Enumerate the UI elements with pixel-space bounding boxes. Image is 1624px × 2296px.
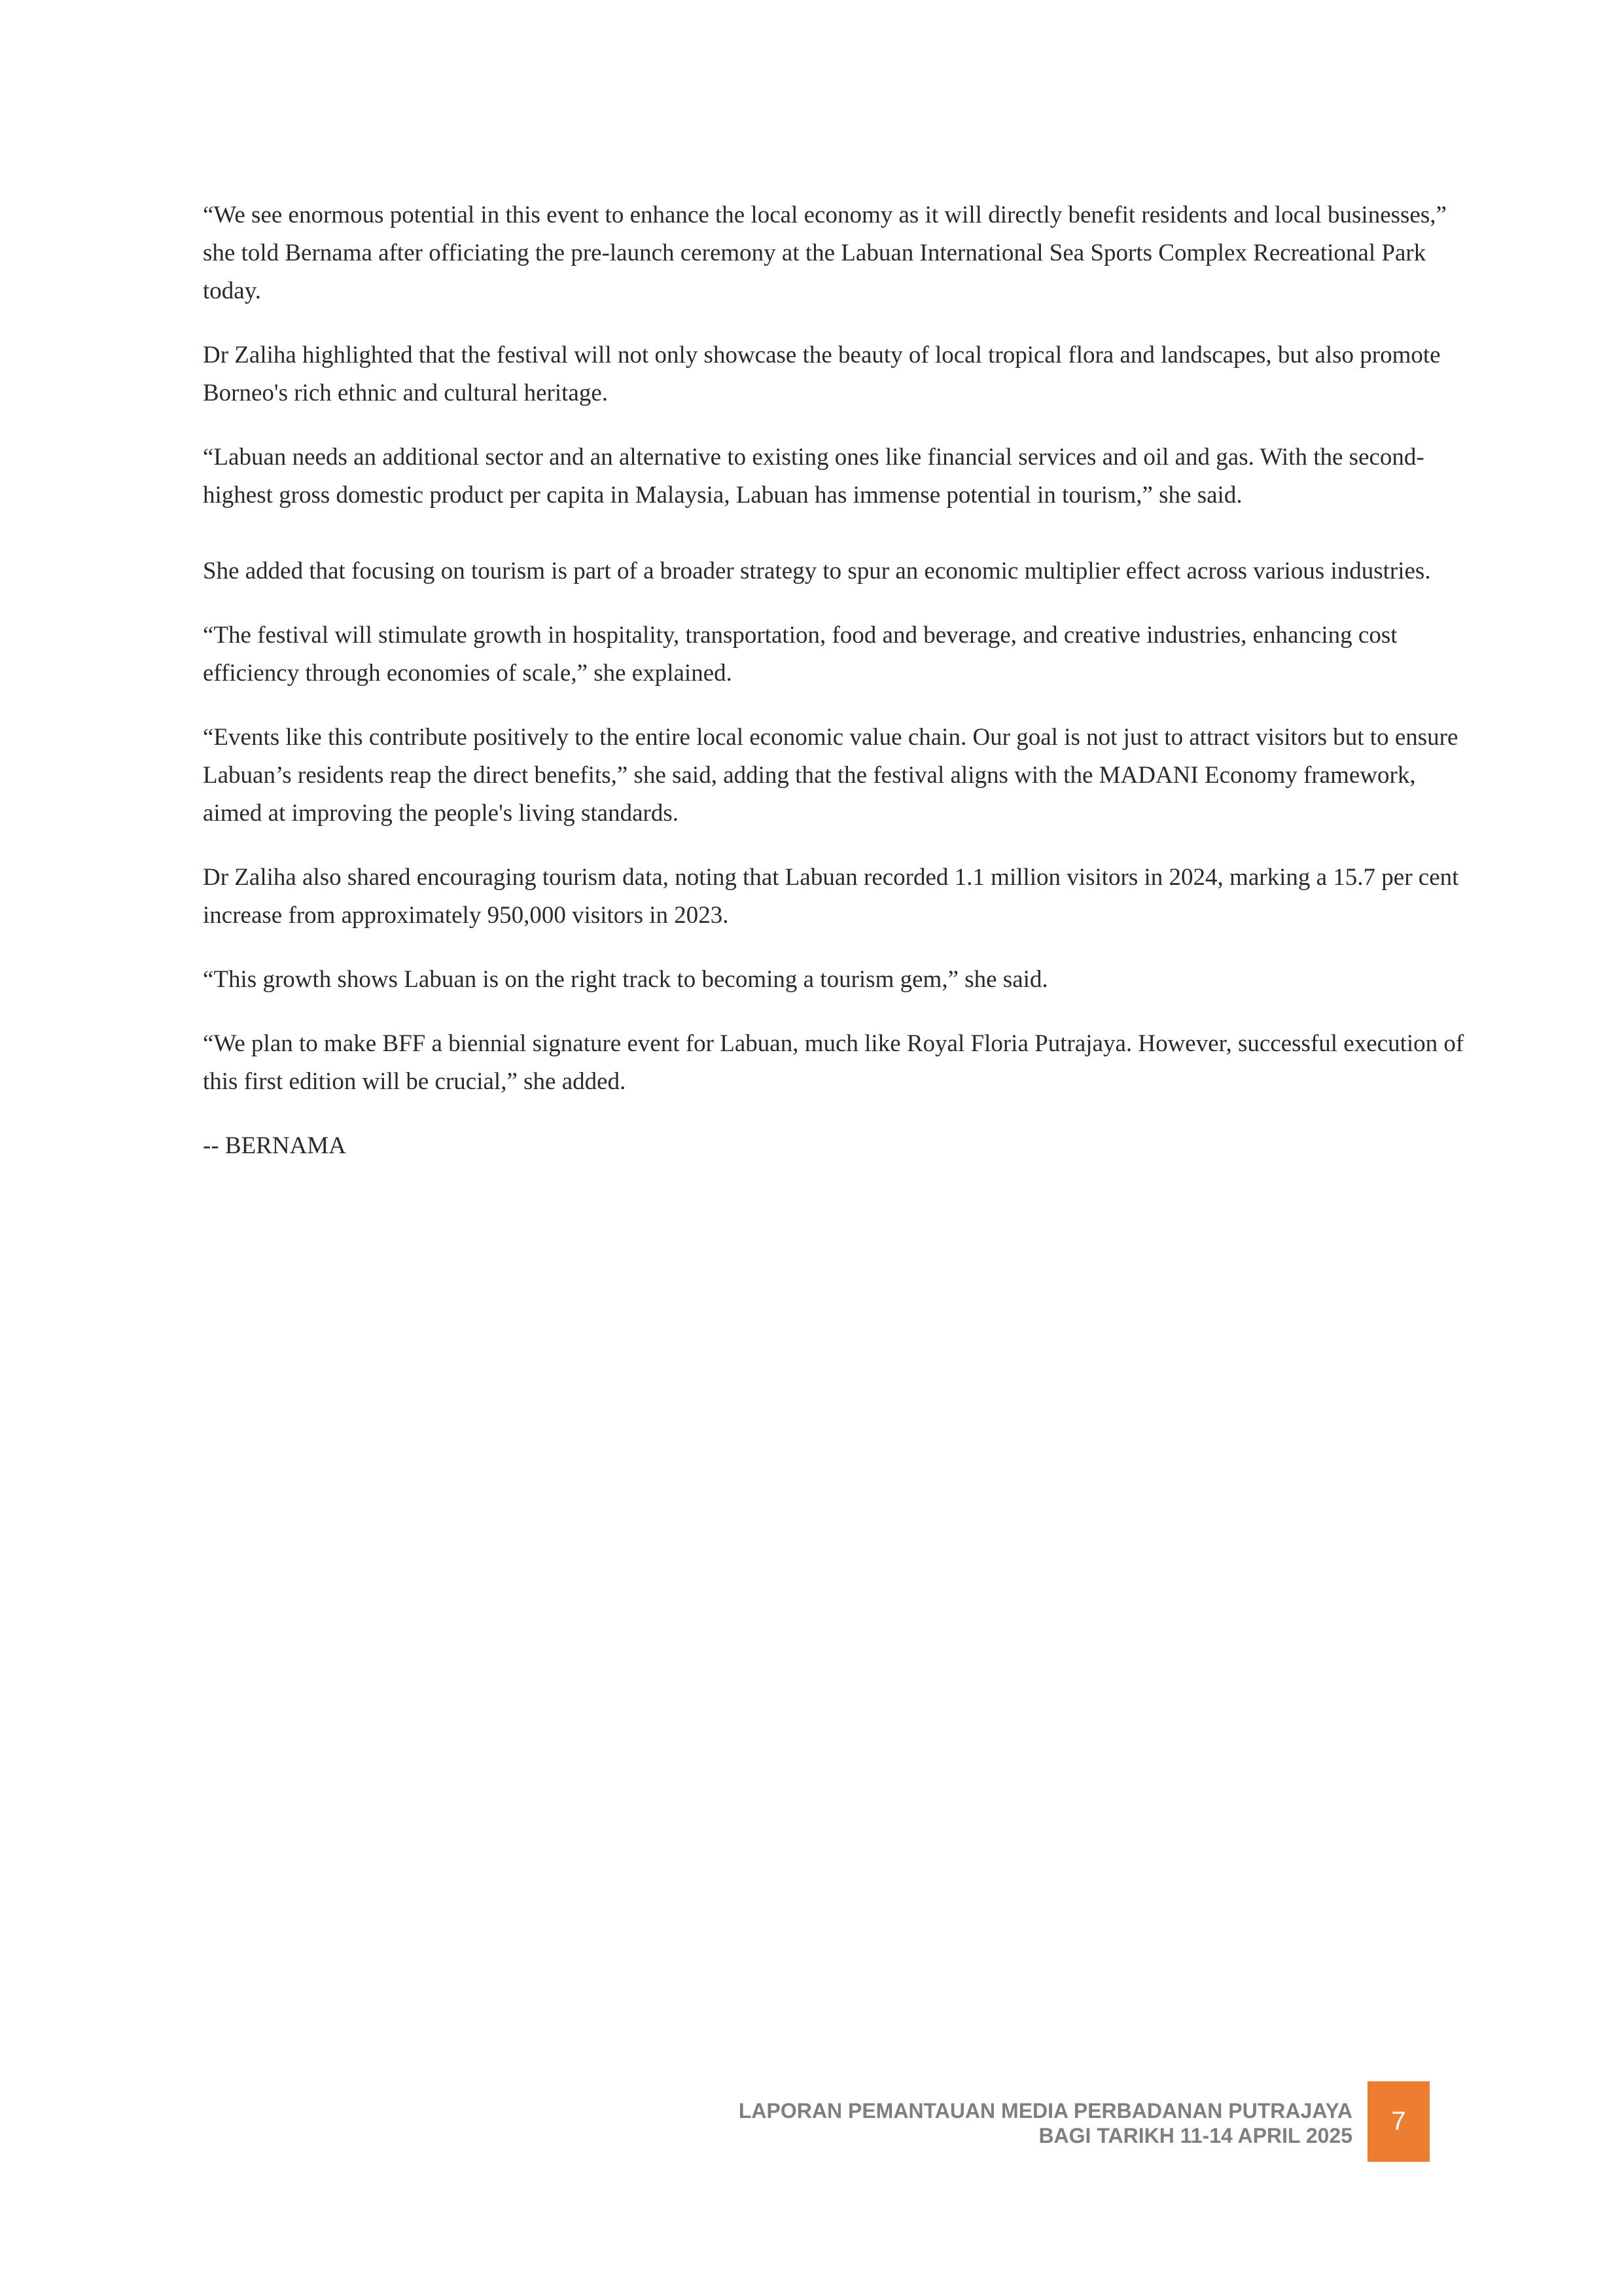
article-paragraph: She added that focusing on tourism is part of a broader strategy to spur an economic multiplier effect across various industries. [203,558,1431,584]
article-paragraph: Dr Zaliha also shared encouraging tourism data, noting that Labuan recorded 1.1 million visitors in 2024, marking a 15.7 per cent increase from approximately 950,000 visitors in 2023. [203,864,1459,929]
page-footer [0,2081,1624,2166]
article-paragraph: “The festival will stimulate growth in hospitality, transportation, food and beverage, and creative industries, enhancing cost efficiency through economies of scale,” she explained. [203,622,1398,687]
article-paragraph: “This growth shows Labuan is on the right track to becoming a tourism gem,” she said. [203,966,1048,993]
article-paragraph: “We plan to make BFF a biennial signature event for Labuan, much like Royal Floria Putrajaya. However, successful execution of this first edition will be crucial,” she added. [203,1030,1464,1095]
footer-report-title [739,2098,1352,2148]
article-paragraph: “We see enormous potential in this event to enhance the local economy as it will directly benefit residents and local businesses,” she told Bernama after officiating the pre-launch ceremony at the Labuan International Sea Sports Complex Recreational Park today. [203,202,1447,304]
footer-line-1: LAPORAN PEMANTAUAN MEDIA PERBADANAN PUTRAJAYA [738,2099,1352,2123]
footer-line-2: BAGI TARIKH 11-14 APRIL 2025 [1038,2124,1352,2147]
article-source-credit: -- BERNAMA [203,1132,346,1159]
article-body [203,196,1466,1191]
article-paragraph: Dr Zaliha highlighted that the festival will not only showcase the beauty of local tropical flora and landscapes, but also promote Borneo's rich ethnic and cultural heritage. [203,342,1441,406]
article-paragraph: “Labuan needs an additional sector and an alternative to existing ones like financial services and oil and gas. With the second-highest gross domestic product per capita in Malaysia, Labuan has immense potential in tourism,” she said. [203,444,1424,509]
page-number: 7 [1391,2107,1406,2136]
article-paragraph: “Events like this contribute positively to the entire local economic value chain. Our goal is not just to attract visitors but to ensure Labuan’s residents reap the direct benefits,” she said, adding that the festival aligns with the MADANI Economy framework, aimed at improving the people's living standards. [203,724,1458,827]
page-number-badge [1368,2081,1430,2162]
